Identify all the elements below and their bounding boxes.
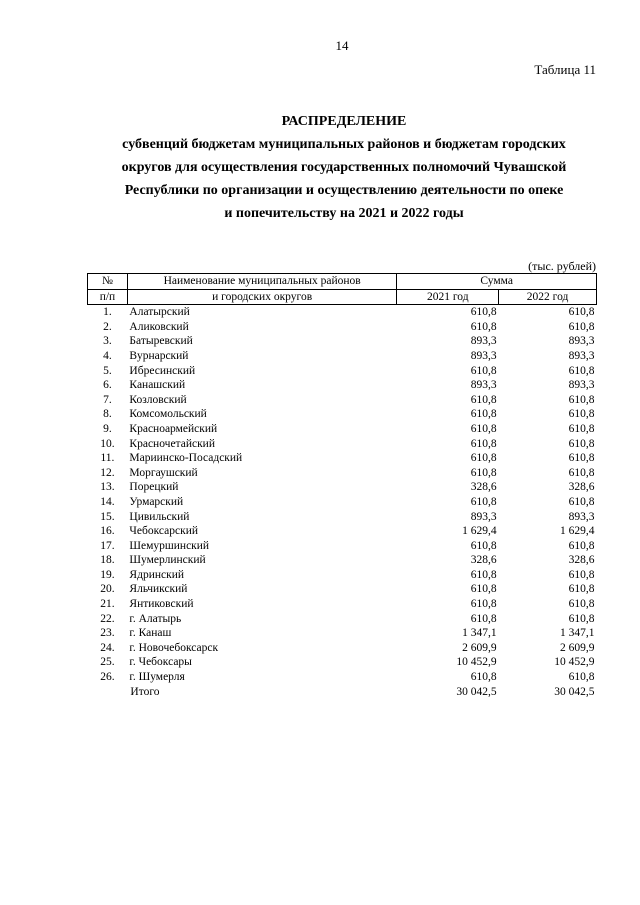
row-name: Аликовский xyxy=(129,320,189,333)
row-value-2021: 610,8 xyxy=(470,452,497,465)
row-value-2021: 10 452,9 xyxy=(456,656,497,669)
row-value-2021: 893,3 xyxy=(470,349,497,362)
row-value-2021: 610,8 xyxy=(470,437,497,450)
row-value-2022: 893,3 xyxy=(568,510,595,523)
row-value-2021: 893,3 xyxy=(470,379,497,392)
row-value-2022: 328,6 xyxy=(568,554,595,567)
table-header xyxy=(88,274,597,305)
row-name: г. Чебоксары xyxy=(129,656,192,669)
row-number: 17. xyxy=(100,539,115,552)
table-row xyxy=(88,655,597,670)
row-value-2021: 610,8 xyxy=(470,598,497,611)
table-row xyxy=(88,378,597,393)
table-row xyxy=(88,305,597,320)
row-number: 20. xyxy=(100,583,115,596)
row-value-2022: 610,8 xyxy=(568,583,595,596)
row-number: 18. xyxy=(100,554,115,567)
row-name: Красночетайский xyxy=(129,437,215,450)
row-name: г. Новочебоксарск xyxy=(129,641,219,654)
table-row xyxy=(88,524,597,539)
table-row xyxy=(88,451,597,466)
row-value-2021: 610,8 xyxy=(470,408,497,421)
row-name: Шумерлинский xyxy=(129,554,206,567)
row-value-2021: 610,8 xyxy=(470,306,497,319)
table-row xyxy=(88,334,597,349)
row-number: 23. xyxy=(100,627,115,640)
row-name: Порецкий xyxy=(129,481,179,494)
row-value-2022: 893,3 xyxy=(568,379,595,392)
row-number: 7. xyxy=(103,393,112,406)
table-row xyxy=(88,582,597,597)
row-number: 22. xyxy=(100,612,115,625)
row-name: Урмарский xyxy=(129,495,184,508)
row-number: 4. xyxy=(103,349,112,362)
row-value-2021: 610,8 xyxy=(470,671,497,684)
row-name: Цивильский xyxy=(129,510,190,523)
row-number: 1. xyxy=(103,306,112,319)
row-value-2022: 1 347,1 xyxy=(560,627,595,640)
row-number: 16. xyxy=(100,525,115,538)
table-row xyxy=(88,539,597,554)
header-sum: Сумма xyxy=(397,274,597,290)
row-number: 11. xyxy=(100,452,115,465)
row-name: Козловский xyxy=(129,393,187,406)
row-value-2021: 893,3 xyxy=(470,335,497,348)
total-value-2021: 30 042,5 xyxy=(456,685,497,698)
table-row xyxy=(88,407,597,422)
row-value-2021: 328,6 xyxy=(470,554,497,567)
row-value-2022: 610,8 xyxy=(568,306,595,319)
row-value-2022: 893,3 xyxy=(568,335,595,348)
row-value-2022: 610,8 xyxy=(568,671,595,684)
row-name: Ибресинский xyxy=(129,364,196,377)
header-year-2021: 2021 год xyxy=(397,289,499,305)
table-label: Таблица 11 xyxy=(534,62,596,77)
row-number: 6. xyxy=(103,379,112,392)
table-row xyxy=(88,670,597,685)
row-value-2022: 610,8 xyxy=(568,495,595,508)
row-name: Комсомольский xyxy=(129,408,207,421)
row-number: 5. xyxy=(103,364,112,377)
row-name: Вурнарский xyxy=(129,349,189,362)
total-row xyxy=(88,685,597,700)
row-value-2021: 610,8 xyxy=(470,612,497,625)
row-name: Красноармейский xyxy=(129,422,218,435)
row-value-2021: 610,8 xyxy=(470,583,497,596)
page-number: 14 xyxy=(335,38,349,53)
row-name: Чебоксарский xyxy=(129,525,199,538)
document-heading xyxy=(60,111,628,225)
row-number: 26. xyxy=(100,671,115,684)
row-value-2021: 893,3 xyxy=(470,510,497,523)
subtitle-line: округов для осуществления государственных полномочий Чувашской xyxy=(121,160,567,175)
row-name: Канашский xyxy=(129,379,186,392)
table-body xyxy=(88,305,597,700)
row-value-2021: 1 347,1 xyxy=(462,627,497,640)
table-row xyxy=(88,364,597,379)
row-name: Ядринский xyxy=(129,568,185,581)
row-number: 19. xyxy=(100,568,115,581)
row-value-2022: 2 609,9 xyxy=(560,641,595,654)
row-value-2021: 610,8 xyxy=(470,495,497,508)
table-row xyxy=(88,568,597,583)
row-value-2021: 610,8 xyxy=(470,466,497,479)
row-value-2022: 10 452,9 xyxy=(554,656,595,669)
row-value-2022: 610,8 xyxy=(568,408,595,421)
row-value-2022: 610,8 xyxy=(568,364,595,377)
row-number: 21. xyxy=(100,598,115,611)
table-row xyxy=(88,612,597,627)
row-value-2022: 1 629,4 xyxy=(560,525,595,538)
units-label: (тыс. рублей) xyxy=(528,259,596,273)
table-row xyxy=(88,510,597,525)
row-name: Батыревский xyxy=(129,335,193,348)
row-value-2021: 610,8 xyxy=(470,393,497,406)
table-row xyxy=(88,495,597,510)
document-title: РАСПРЕДЕЛЕНИЕ xyxy=(281,114,407,129)
row-value-2022: 610,8 xyxy=(568,452,595,465)
row-value-2021: 610,8 xyxy=(470,364,497,377)
row-name: Моргаушский xyxy=(129,466,198,479)
subtitle-line: Республики по организации и осуществлению деятельности по опеке xyxy=(124,183,564,198)
total-value-2022: 30 042,5 xyxy=(554,685,595,698)
row-name: Шемуршинский xyxy=(129,539,210,552)
table-row xyxy=(88,597,597,612)
distribution-table xyxy=(87,273,597,699)
header-number: № xyxy=(88,274,128,290)
table-row xyxy=(88,641,597,656)
row-name: Янтиковский xyxy=(129,598,194,611)
table-row xyxy=(88,349,597,364)
row-value-2021: 610,8 xyxy=(470,539,497,552)
table-row xyxy=(88,466,597,481)
row-value-2021: 610,8 xyxy=(470,320,497,333)
row-value-2022: 610,8 xyxy=(568,612,595,625)
row-number: 25. xyxy=(100,656,115,669)
row-value-2021: 1 629,4 xyxy=(462,525,497,538)
row-value-2022: 610,8 xyxy=(568,320,595,333)
row-value-2022: 893,3 xyxy=(568,349,595,362)
row-number: 2. xyxy=(103,320,112,333)
row-value-2022: 328,6 xyxy=(568,481,595,494)
row-number: 12. xyxy=(100,466,115,479)
row-name: Яльчикский xyxy=(129,583,188,596)
total-label: Итого xyxy=(130,685,160,698)
header-year-2022: 2022 год xyxy=(499,289,597,305)
row-value-2022: 610,8 xyxy=(568,598,595,611)
row-value-2022: 610,8 xyxy=(568,422,595,435)
table-row xyxy=(88,437,597,452)
table-row xyxy=(88,480,597,495)
table-row xyxy=(88,393,597,408)
subtitle-line: субвенций бюджетам муниципальных районов и бюджетам городских xyxy=(122,137,566,152)
row-number: 9. xyxy=(103,422,112,435)
row-value-2021: 328,6 xyxy=(470,481,497,494)
row-number: 15. xyxy=(100,510,115,523)
row-value-2022: 610,8 xyxy=(568,393,595,406)
table-row xyxy=(88,422,597,437)
total-number xyxy=(88,685,128,700)
table-row xyxy=(88,626,597,641)
row-number: 14. xyxy=(100,495,115,508)
row-value-2022: 610,8 xyxy=(568,466,595,479)
row-number: 8. xyxy=(103,408,112,421)
row-value-2022: 610,8 xyxy=(568,568,595,581)
row-value-2022: 610,8 xyxy=(568,437,595,450)
row-value-2021: 610,8 xyxy=(470,422,497,435)
table-row xyxy=(88,320,597,335)
header-name: Наименование муниципальных районов xyxy=(127,274,396,290)
row-value-2021: 2 609,9 xyxy=(462,641,497,654)
header-number-sub: п/п xyxy=(88,289,128,305)
row-name: Мариинско-Посадский xyxy=(129,452,243,465)
row-number: 3. xyxy=(103,335,112,348)
row-name: Алатырский xyxy=(129,306,190,319)
row-number: 13. xyxy=(100,481,115,494)
row-number: 24. xyxy=(100,641,115,654)
row-name: г. Шумерля xyxy=(129,671,185,684)
row-number: 10. xyxy=(100,437,115,450)
row-value-2022: 610,8 xyxy=(568,539,595,552)
row-value-2021: 610,8 xyxy=(470,568,497,581)
header-name-sub: и городских округов xyxy=(127,289,396,305)
subtitle-line: и попечительству на 2021 и 2022 годы xyxy=(224,206,464,221)
row-name: г. Алатырь xyxy=(129,612,182,625)
row-name: г. Канаш xyxy=(129,627,172,640)
table-row xyxy=(88,553,597,568)
